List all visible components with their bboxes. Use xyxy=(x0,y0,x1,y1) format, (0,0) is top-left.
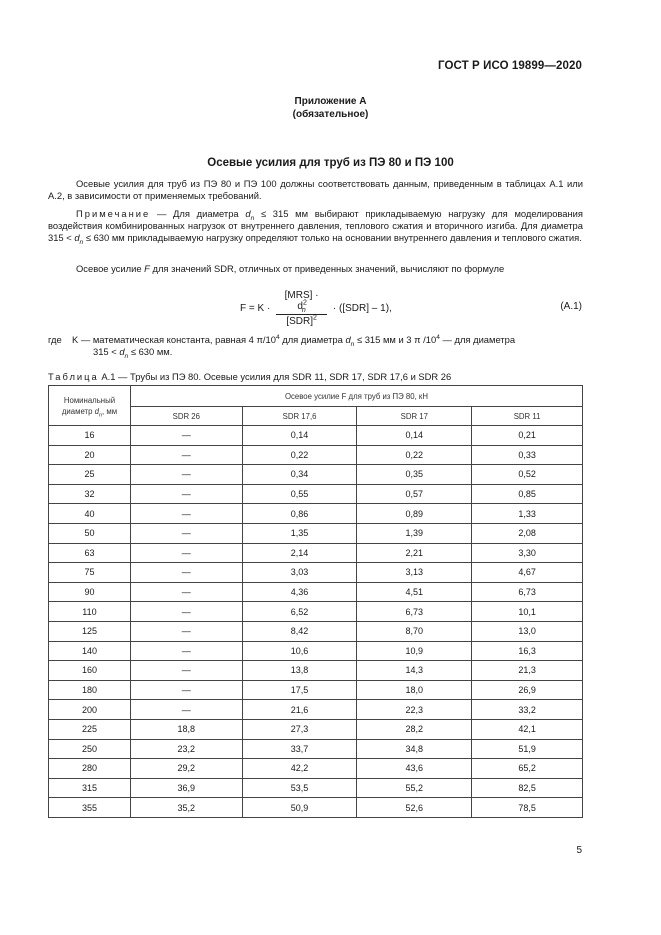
diameter-cell: 75 xyxy=(49,563,131,583)
force-cell: — xyxy=(130,602,242,622)
group-header: Осевое усилие F для труб из ПЭ 80, кН xyxy=(130,386,582,407)
force-cell: 18,0 xyxy=(357,680,472,700)
force-cell: 33,2 xyxy=(472,700,583,720)
diameter-cell: 280 xyxy=(49,759,131,779)
where-line-2-b: ≤ 630 мм. xyxy=(128,346,173,358)
formula-intro-a: Осевое усилие xyxy=(76,263,145,274)
table-row xyxy=(49,602,583,622)
where-line-1-d: — для диаметра xyxy=(439,334,516,345)
note-text-a: — Для диаметра xyxy=(150,208,246,219)
force-cell: 21,3 xyxy=(472,661,583,681)
force-cell: — xyxy=(130,504,242,524)
force-cell: 0,52 xyxy=(472,465,583,485)
force-cell: 0,57 xyxy=(357,484,472,504)
force-cell: 0,33 xyxy=(472,445,583,465)
table-row xyxy=(49,563,583,583)
force-cell: 13,0 xyxy=(472,621,583,641)
formula-intro: Осевое усилие F для значений SDR, отличных от приведенных значений, вычисляют по формуле xyxy=(76,263,505,274)
force-cell: 0,89 xyxy=(357,504,472,524)
force-cell: 21,6 xyxy=(242,700,357,720)
force-cell: 0,21 xyxy=(472,426,583,446)
force-cell: 6,52 xyxy=(242,602,357,622)
force-cell: 0,22 xyxy=(357,445,472,465)
col-header-sdr: SDR 17,6 xyxy=(242,407,357,426)
force-cell: 35,2 xyxy=(130,798,242,818)
force-cell: 42,1 xyxy=(472,719,583,739)
table-row xyxy=(49,543,583,563)
table-row xyxy=(49,661,583,681)
force-cell: — xyxy=(130,700,242,720)
table-row xyxy=(49,445,583,465)
diameter-cell: 20 xyxy=(49,445,131,465)
force-cell: — xyxy=(130,523,242,543)
diameter-cell: 225 xyxy=(49,719,131,739)
force-cell: 82,5 xyxy=(472,778,583,798)
force-cell: 55,2 xyxy=(357,778,472,798)
force-cell: — xyxy=(130,661,242,681)
force-cell: 28,2 xyxy=(357,719,472,739)
force-cell: 34,8 xyxy=(357,739,472,759)
diameter-cell: 160 xyxy=(49,661,131,681)
note-label: Примечание xyxy=(76,208,151,219)
formula-numerator-text: [MRS] · d xyxy=(284,290,319,312)
table-caption-text: А.1 — Трубы из ПЭ 80. Осевые усилия для SDR 11, SDR 17, SDR 17,6 и SDR 26 xyxy=(98,371,452,382)
note-text-c: ≤ 630 мм прикладываемую нагрузку определяют только на основании внутреннего давления и теплового сжатия. xyxy=(83,232,582,244)
force-cell: 43,6 xyxy=(357,759,472,779)
formula-rhs: · ([SDR] – 1), xyxy=(332,303,392,314)
table-row xyxy=(49,778,583,798)
table-row xyxy=(49,739,583,759)
formula-denominator-text: [SDR] xyxy=(286,316,313,327)
force-cell: 4,67 xyxy=(472,563,583,583)
where-line-1-c: ≤ 315 мм и 3 π /10 xyxy=(354,334,437,345)
table-row xyxy=(49,484,583,504)
appendix-heading xyxy=(48,95,613,121)
page-number: 5 xyxy=(576,845,582,856)
force-cell: 23,2 xyxy=(130,739,242,759)
force-cell: 4,51 xyxy=(357,582,472,602)
force-cell: 50,9 xyxy=(242,798,357,818)
formula-lhs: F = K · xyxy=(240,303,271,314)
col-header-sdr: SDR 26 xyxy=(130,407,242,426)
force-cell: 0,85 xyxy=(472,484,583,504)
diameter-cell: 50 xyxy=(49,523,131,543)
force-cell: — xyxy=(130,563,242,583)
section-title: Осевые усилия для труб из ПЭ 80 и ПЭ 100 xyxy=(207,157,454,169)
table-row xyxy=(49,621,583,641)
where-line-2: $315 < d_n \le 630$ мм. xyxy=(93,346,173,361)
diameter-cell: 250 xyxy=(49,739,131,759)
appendix-status: (обязательное) xyxy=(292,109,369,120)
force-cell: 51,9 xyxy=(472,739,583,759)
where-line-2-a: 315 < xyxy=(93,346,120,358)
force-cell: 6,73 xyxy=(472,582,583,602)
force-cell: 3,30 xyxy=(472,543,583,563)
table-row xyxy=(49,523,583,543)
force-cell: 8,70 xyxy=(357,621,472,641)
table-row xyxy=(49,759,583,779)
table-row xyxy=(49,719,583,739)
force-cell: — xyxy=(130,680,242,700)
force-cell: 0,55 xyxy=(242,484,357,504)
force-cell: 18,8 xyxy=(130,719,242,739)
formula-number: (А.1) xyxy=(560,301,582,312)
force-cell: — xyxy=(130,426,242,446)
force-cell: 0,22 xyxy=(242,445,357,465)
force-cell: — xyxy=(130,484,242,504)
force-cell: 2,21 xyxy=(357,543,472,563)
where-label: где xyxy=(48,334,62,345)
force-cell: 8,42 xyxy=(242,621,357,641)
diameter-cell: 110 xyxy=(49,602,131,622)
force-cell: 27,3 xyxy=(242,719,357,739)
diameter-cell: 90 xyxy=(49,582,131,602)
force-cell: 65,2 xyxy=(472,759,583,779)
diameter-cell: 63 xyxy=(49,543,131,563)
diameter-cell: 355 xyxy=(49,798,131,818)
appendix-title: Приложение А xyxy=(294,96,367,107)
formula-fraction xyxy=(276,290,327,327)
force-cell: 13,8 xyxy=(242,661,357,681)
force-cell: 0,35 xyxy=(357,465,472,485)
diameter-cell: 180 xyxy=(49,680,131,700)
col-header-diameter: Номинальный диаметр $d_n$, мм xyxy=(49,386,131,426)
force-cell: 0,34 xyxy=(242,465,357,485)
force-cell: 10,9 xyxy=(357,641,472,661)
where-line-1: K — математическая константа, равная 4 $\pi/10^4$ для диаметра $d_n \le 315$ мм и 3 π $/10^4$ — для диаметра xyxy=(72,333,516,348)
formula-intro-b: для значений SDR, отличных от приведенных значений, вычисляют по формуле xyxy=(149,263,505,274)
force-cell: — xyxy=(130,621,242,641)
standard-designation: ГОСТ Р ИСО 19899—2020 xyxy=(437,60,582,72)
diameter-cell: 125 xyxy=(49,621,131,641)
force-cell: 10,1 xyxy=(472,602,583,622)
force-cell: 2,14 xyxy=(242,543,357,563)
force-cell: 36,9 xyxy=(130,778,242,798)
col-header-sdr: SDR 17 xyxy=(357,407,472,426)
table-row xyxy=(49,641,583,661)
diameter-cell: 32 xyxy=(49,484,131,504)
force-cell: 1,35 xyxy=(242,523,357,543)
force-cell: 4,36 xyxy=(242,582,357,602)
table-row xyxy=(49,582,583,602)
col-header-diameter-b: диаметр xyxy=(61,406,95,416)
diameter-cell: 25 xyxy=(49,465,131,485)
force-cell: 10,6 xyxy=(242,641,357,661)
diameter-cell: 315 xyxy=(49,778,131,798)
note-text-b: ≤ 315 мм выбирают прикладываемую нагрузку для моделирования воздействия комбинированных нагрузок от внутреннего давления, теплового сжатия и вторичного изгиба. Для диаметра 315 < xyxy=(48,208,583,244)
force-cell: — xyxy=(130,641,242,661)
force-cell: 17,5 xyxy=(242,680,357,700)
force-cell: 1,33 xyxy=(472,504,583,524)
diameter-cell: 16 xyxy=(49,426,131,446)
table-row xyxy=(49,680,583,700)
col-header-diameter-a: Номинальный xyxy=(63,395,116,405)
force-cell: 1,39 xyxy=(357,523,472,543)
force-cell: 29,2 xyxy=(130,759,242,779)
table-row xyxy=(49,700,583,720)
force-cell: 26,9 xyxy=(472,680,583,700)
force-cell: 42,2 xyxy=(242,759,357,779)
force-cell: 14,3 xyxy=(357,661,472,681)
table-row xyxy=(49,465,583,485)
diameter-cell: 140 xyxy=(49,641,131,661)
force-cell: 22,3 xyxy=(357,700,472,720)
table-caption-label: Таблица xyxy=(48,371,99,382)
table-caption xyxy=(48,371,451,382)
force-cell: 6,73 xyxy=(357,602,472,622)
force-cell: — xyxy=(130,543,242,563)
force-cell: 0,14 xyxy=(242,426,357,446)
diameter-cell: 40 xyxy=(49,504,131,524)
force-cell: — xyxy=(130,582,242,602)
col-header-diameter-c: , мм xyxy=(102,406,118,416)
formula-numerator: $[MRS] \cdot d^2_n$ xyxy=(276,290,327,315)
diameter-cell: 200 xyxy=(49,700,131,720)
axial-force-table xyxy=(48,385,583,818)
force-cell: — xyxy=(130,465,242,485)
force-cell: 16,3 xyxy=(472,641,583,661)
force-cell: 3,13 xyxy=(357,563,472,583)
formula xyxy=(240,290,392,327)
force-cell: 2,08 xyxy=(472,523,583,543)
force-cell: 0,14 xyxy=(357,426,472,446)
force-cell: 53,5 xyxy=(242,778,357,798)
table-row xyxy=(49,504,583,524)
force-cell: 52,6 xyxy=(357,798,472,818)
formula-denominator: [SDR]$^2$ xyxy=(286,314,317,327)
table-row xyxy=(49,426,583,446)
intro-paragraph: Осевые усилия для труб из ПЭ 80 и ПЭ 100 должны соответствовать данным, приведенным в таблицах А.1 или А.2, в зависимости от применяемых требований. xyxy=(48,178,583,202)
col-header-sdr: SDR 11 xyxy=(472,407,583,426)
force-cell: 33,7 xyxy=(242,739,357,759)
force-cell: 78,5 xyxy=(472,798,583,818)
where-line-1-b: для диаметра xyxy=(279,334,346,345)
note-paragraph: Примечание — Для диаметра $d_n \le 315$ мм выбирают прикладываемую нагрузку для моделирования воздействия комбинированных нагрузок от внутреннего давления, теплового сжатия и вторичного изгиба. Для диаметра $315 < d_n \le 630$ мм прикладываемую нагрузку определяют только на основании внутреннего давления и теплового сжатия. xyxy=(48,208,583,247)
force-cell: 3,03 xyxy=(242,563,357,583)
where-line-1-a: K — математическая константа, равная 4 π/10 xyxy=(72,334,276,345)
force-cell: 0,86 xyxy=(242,504,357,524)
force-cell: — xyxy=(130,445,242,465)
table-row xyxy=(49,798,583,818)
